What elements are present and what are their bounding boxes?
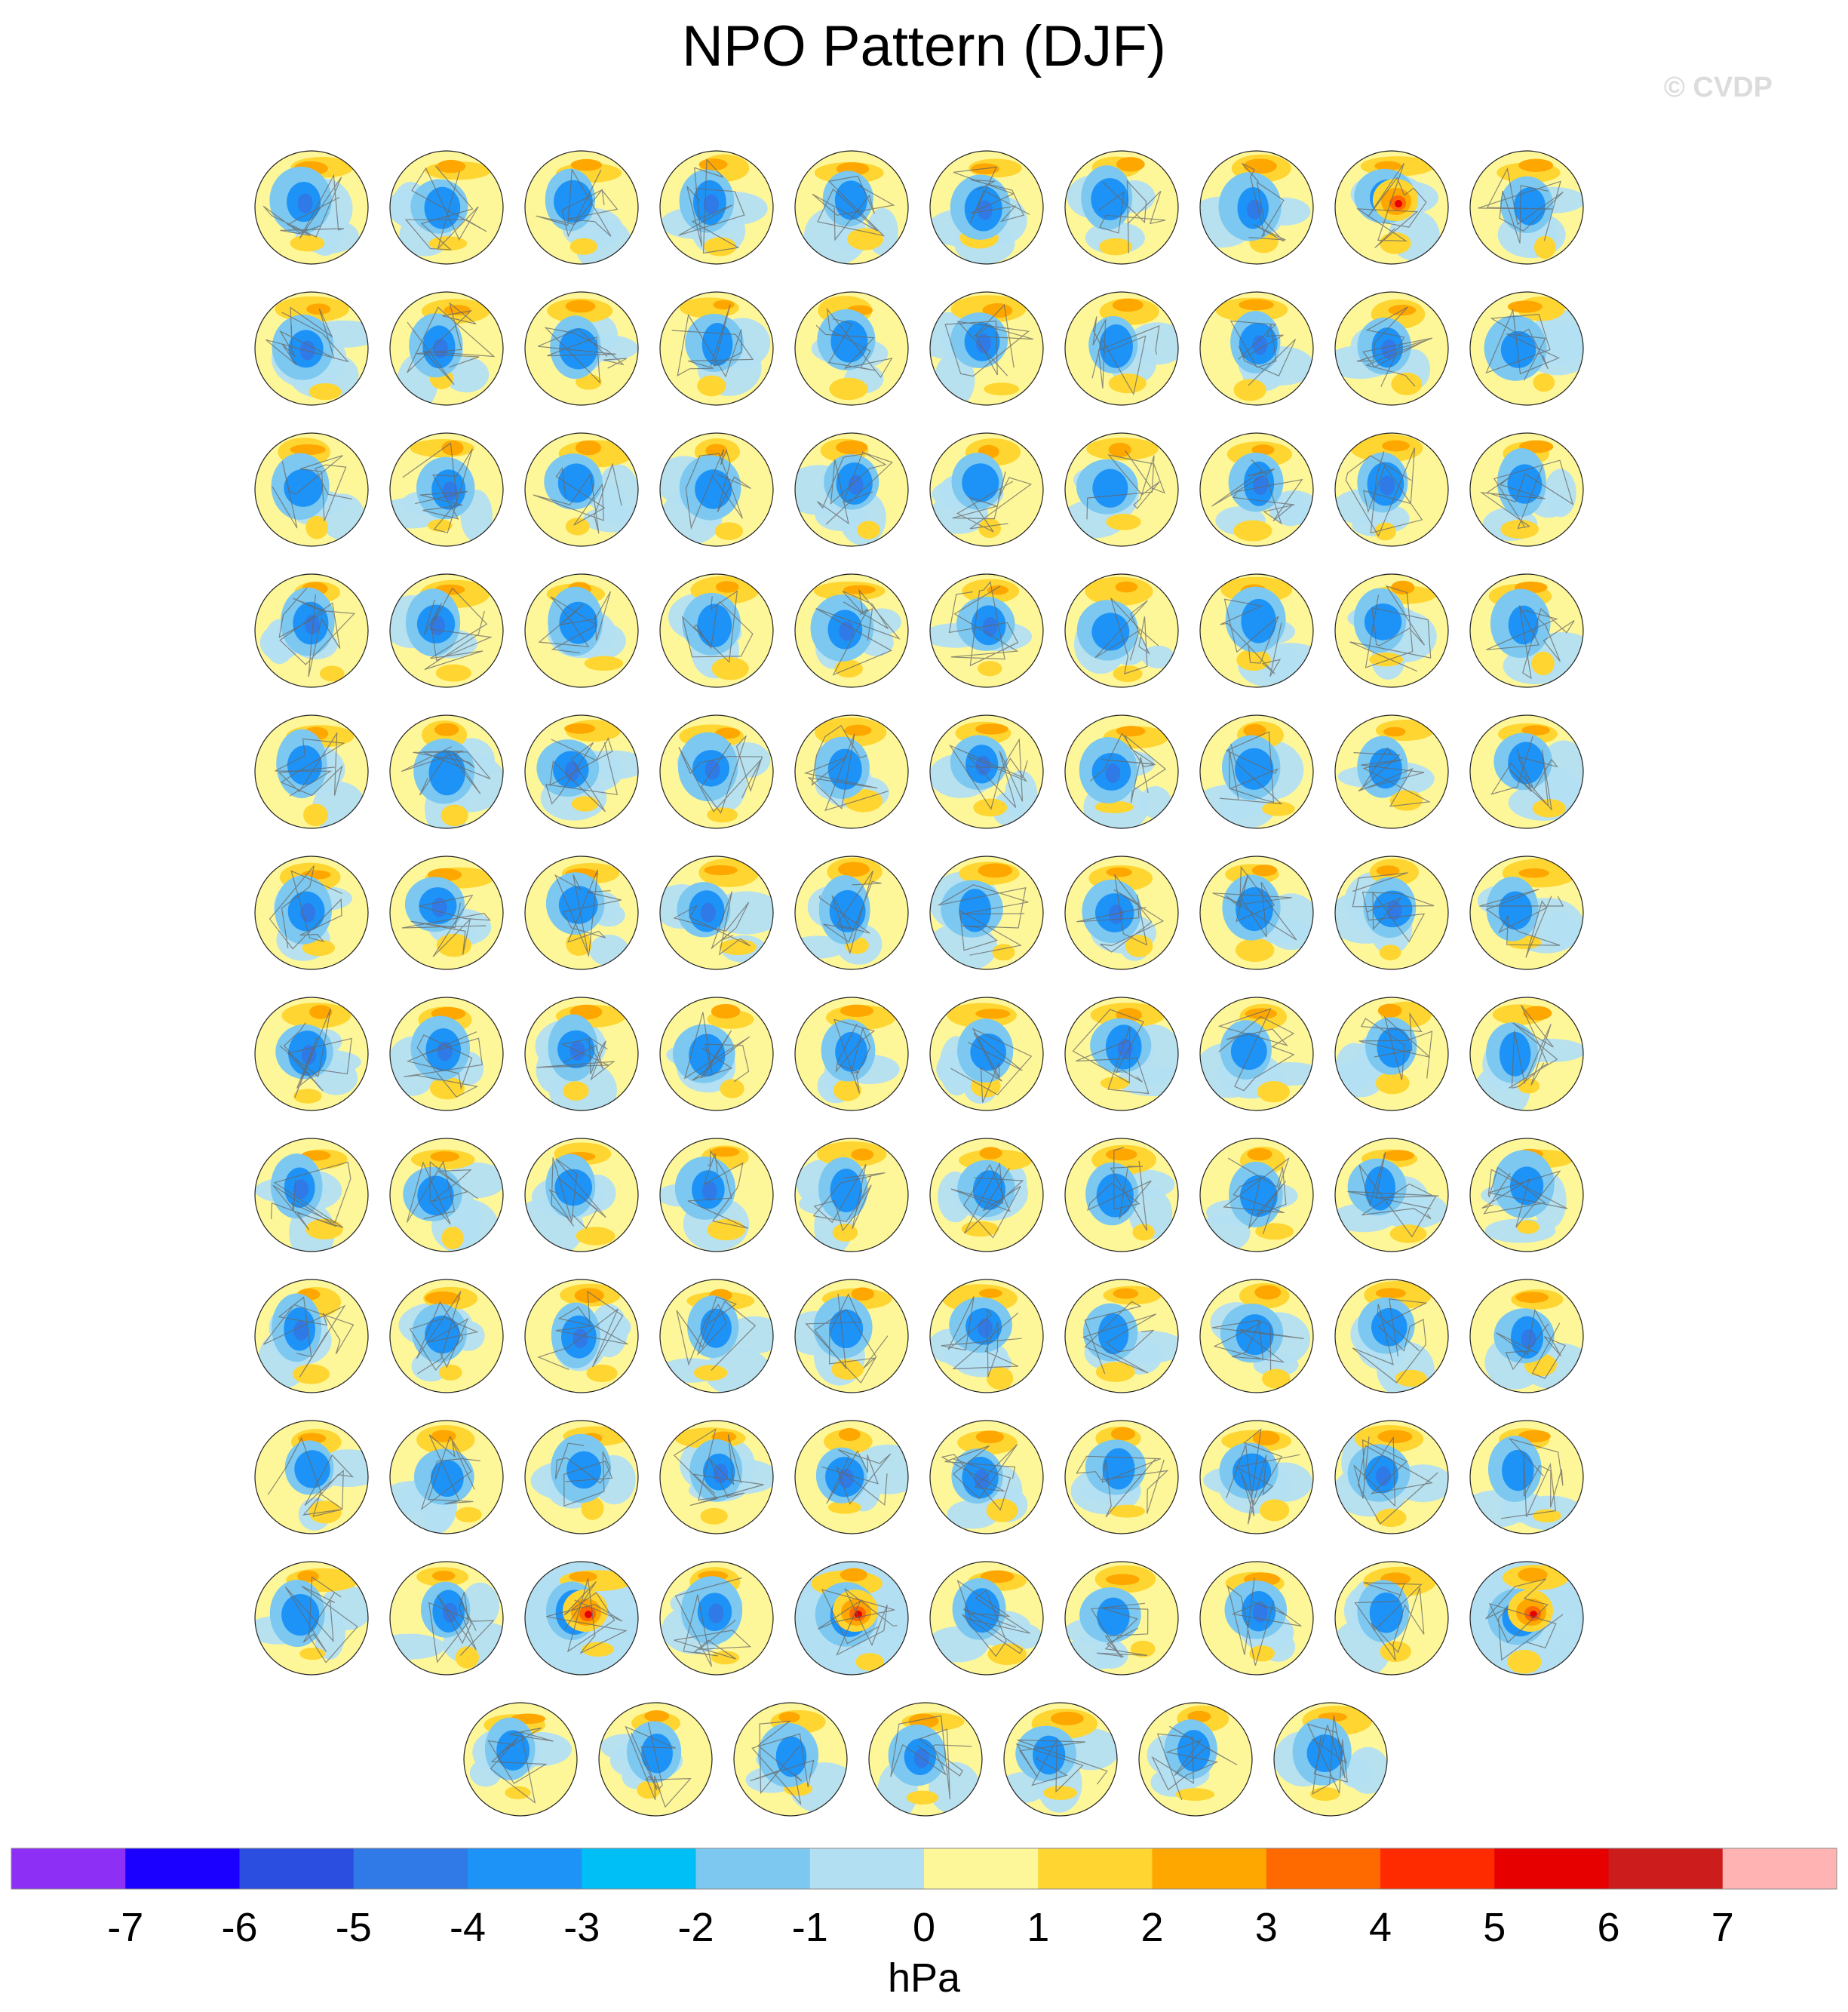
colorbar-tick-label: 3	[1254, 1905, 1278, 1950]
colorbar-tick-label: -6	[221, 1905, 258, 1950]
colorbar-tick-label: -5	[335, 1905, 372, 1950]
colorbar-tick-label: 1	[1027, 1905, 1050, 1950]
colorbar-swatch	[1723, 1848, 1837, 1889]
colorbar-swatch	[11, 1848, 126, 1889]
colorbar-tick-label: -3	[563, 1905, 600, 1950]
colorbar-tick-label: -7	[107, 1905, 144, 1950]
colorbar-unit-label: hPa	[887, 1955, 961, 2001]
copyright-watermark: © CVDP	[1663, 72, 1773, 103]
colorbar-tick-label: -4	[449, 1905, 487, 1950]
colorbar-tick-label: 5	[1483, 1905, 1506, 1950]
colorbar-swatch	[810, 1848, 925, 1889]
colorbar-swatch	[468, 1848, 582, 1889]
colorbar-swatch	[1380, 1848, 1495, 1889]
colorbar-swatch	[1038, 1848, 1153, 1889]
colorbar-tick-label: 4	[1368, 1905, 1392, 1950]
colorbar-swatch	[1266, 1848, 1381, 1889]
colorbar-swatch	[125, 1848, 240, 1889]
colorbar-swatch	[1609, 1848, 1724, 1889]
colorbar-tick-label: -1	[791, 1905, 828, 1950]
chart-title: NPO Pattern (DJF)	[682, 14, 1166, 78]
colorbar-swatch	[354, 1848, 468, 1889]
colorbar-swatch	[1153, 1848, 1267, 1889]
colorbar-tick-label: 2	[1140, 1905, 1164, 1950]
colorbar-swatch	[582, 1848, 696, 1889]
colorbar-tick-label: -2	[677, 1905, 714, 1950]
colorbar-swatch	[1494, 1848, 1609, 1889]
colorbar-tick-label: 7	[1711, 1905, 1734, 1950]
colorbar-swatch	[696, 1848, 811, 1889]
colorbar-swatch	[924, 1848, 1039, 1889]
colorbar-swatch	[240, 1848, 355, 1889]
colorbar-tick-label: 0	[912, 1905, 936, 1950]
colorbar-tick-label: 6	[1597, 1905, 1620, 1950]
